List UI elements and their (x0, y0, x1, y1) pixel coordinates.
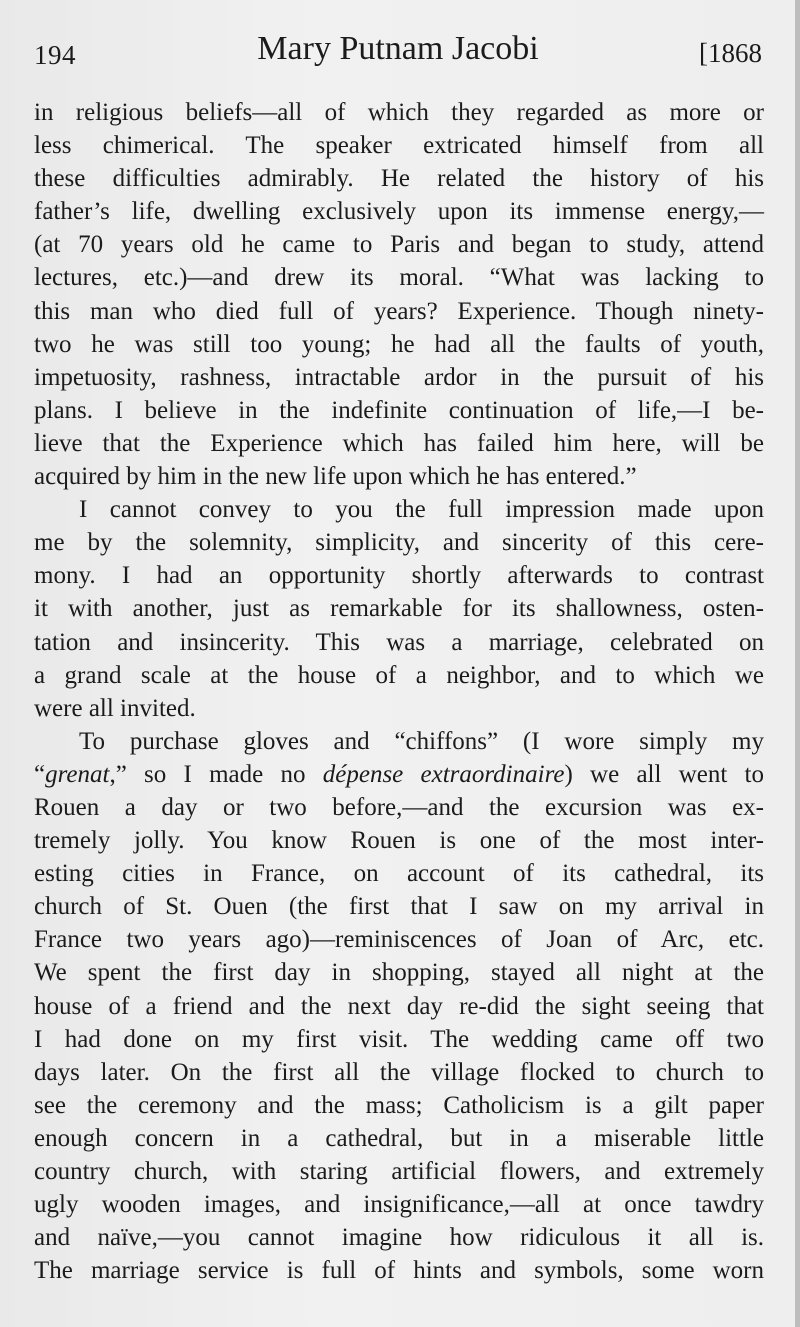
text-line: To purchase gloves and “chiffons” (I wore simply my (79, 727, 764, 755)
paragraph (34, 96, 764, 493)
text-line: country church, with staring artificial flowers, and extremely (34, 1158, 764, 1185)
text-line: France two years ago)—reminiscences of Joan of Arc, etc. (34, 926, 764, 954)
italic-text: dépense extraordinaire (322, 760, 565, 788)
text-line: house of a friend and the next day re-did the sight seeing that (34, 992, 764, 1020)
text-line: impetuosity, rashness, intractable ardor in the pursuit of his (34, 363, 764, 391)
text-line: enough concern in a cathedral, but in a miserable little (34, 1124, 764, 1152)
text-line: Rouen a day or two before,—and the excursion was ex- (34, 793, 764, 821)
text-line: and naïve,—you cannot imagine how ridiculous it all is. (34, 1224, 764, 1252)
text-line: in religious beliefs—all of which they regarded as more or (34, 99, 764, 126)
body-text (34, 96, 764, 1287)
text-line: lieve that the Experience which has failed him here, will be (34, 429, 764, 457)
running-title: Mary Putnam Jacobi (257, 30, 539, 67)
text-line: tremely jolly. You know Rouen is one of the most inter- (34, 827, 764, 855)
text-run: “ (34, 760, 46, 788)
text-line: mony. I had an opportunity shortly afterwards to contrast (34, 562, 764, 590)
text-line: acquired by him in the new life upon which he has entered.” (34, 463, 637, 491)
text-line: plans. I believe in the indefinite continuation of life,—I be- (34, 396, 764, 424)
text-line: The marriage service is full of hints and symbols, some worn (34, 1257, 764, 1285)
text-run: ) we all went to (564, 760, 764, 788)
text-line (34, 758, 764, 791)
text-line: were all invited. (34, 694, 196, 722)
text-run: ,” so I made no (109, 760, 323, 788)
text-line: tation and insincerity. This was a marriage, celebrated on (34, 628, 764, 656)
text-line: these difficulties admirably. He related the history of his (34, 165, 764, 193)
text-line: esting cities in France, on account of its cathedral, its (34, 860, 764, 888)
text-line: days later. On the first all the village flocked to church to (34, 1058, 764, 1086)
page-number: 194 (34, 40, 76, 70)
text-line: ugly wooden images, and insignificance,—all at once tawdry (34, 1191, 764, 1219)
running-year: [1868 (699, 38, 762, 68)
text-line: lectures, etc.)—and drew its moral. “What was lacking to (34, 264, 764, 292)
text-line: a grand scale at the house of a neighbor, and to which we (34, 661, 764, 689)
text-line: two he was still too young; he had all the faults of youth, (34, 330, 764, 358)
text-line: church of St. Ouen (the first that I saw on my arrival in (34, 893, 764, 921)
text-line: We spent the first day in shopping, stayed all night at the (34, 959, 764, 987)
text-line: me by the solemnity, simplicity, and sincerity of this cere- (34, 529, 764, 557)
text-line: I had done on my first visit. The wedding came off two (34, 1025, 764, 1053)
text-line: it with another, just as remarkable for its shallowness, osten- (34, 595, 764, 623)
italic-text: grenat (45, 760, 110, 788)
text-line: see the ceremony and the mass; Catholicism is a gilt paper (34, 1091, 764, 1119)
text-line: I cannot convey to you the full impression made upon (79, 496, 764, 524)
text-line: this man who died full of years? Experience. Though ninety- (34, 297, 764, 325)
text-line: less chimerical. The speaker extricated himself from all (34, 132, 764, 160)
paragraph (34, 493, 764, 725)
running-head (34, 30, 762, 76)
text-line: (at 70 years old he came to Paris and began to study, attend (34, 231, 764, 259)
paragraph (34, 725, 764, 1288)
text-line: father’s life, dwelling exclusively upon its immense energy,— (34, 198, 764, 226)
